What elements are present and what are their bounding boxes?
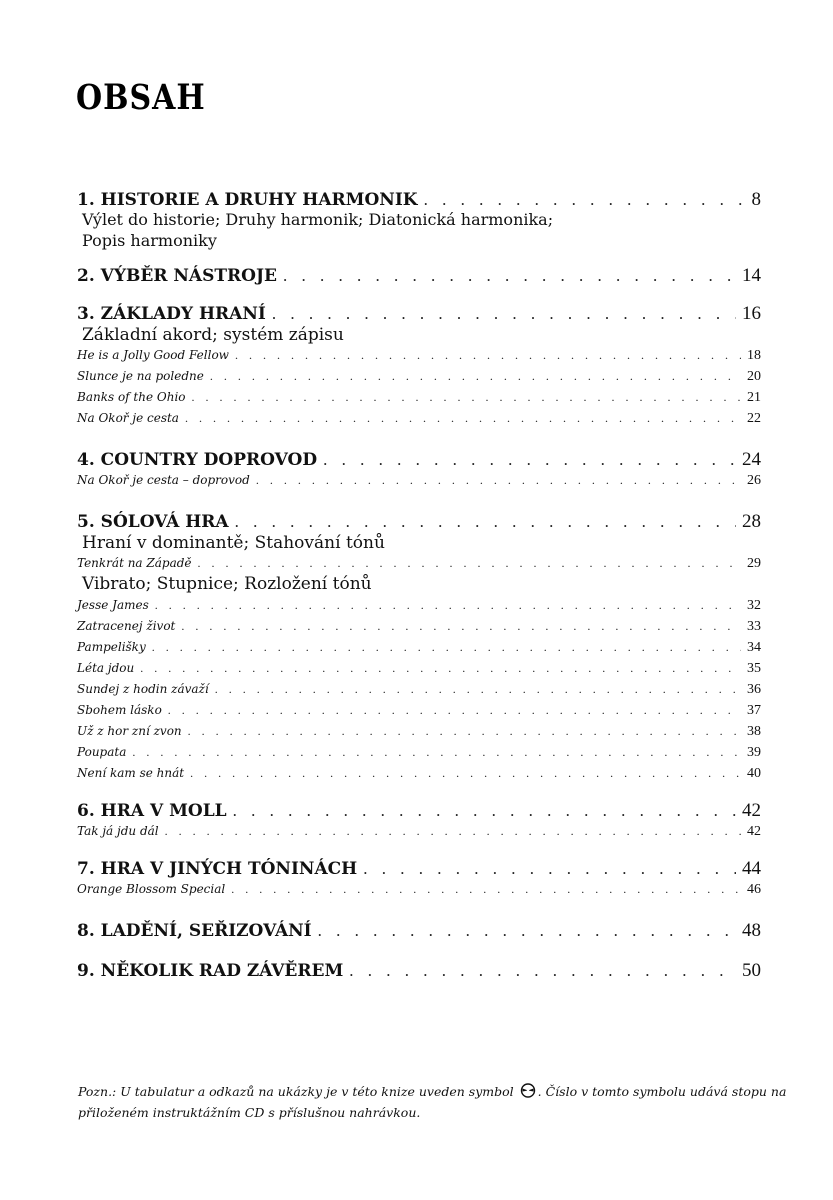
toc-song[interactable]	[77, 348, 761, 364]
chapter-title: 1. HISTORIE A DRUHY HARMONIK	[77, 190, 418, 210]
footnote-text-continued: . Číslo v tomto symbolu udává stopu na přiloženém instruktážním CD s příslušnou nahrávkou.	[78, 1084, 787, 1120]
toc-song[interactable]	[77, 556, 761, 572]
song-title: Sbohem lásko	[77, 703, 162, 717]
toc-chapter-3[interactable]	[77, 303, 761, 325]
page-number: 37	[747, 703, 761, 718]
dot-leader	[235, 512, 736, 532]
dot-leader	[210, 369, 741, 384]
page-number: 36	[747, 682, 761, 697]
page-number: 48	[742, 920, 761, 941]
dot-leader	[168, 703, 741, 718]
page-number: 29	[747, 556, 761, 571]
page-number: 35	[747, 661, 761, 676]
chapter-title: 6. HRA V MOLL	[77, 801, 227, 821]
page-number: 44	[742, 858, 761, 879]
dot-leader	[165, 824, 741, 839]
footnote	[78, 1082, 798, 1122]
toc-chapter-4[interactable]	[77, 449, 761, 471]
song-title: Slunce je na poledne	[77, 369, 204, 383]
toc-chapter-1[interactable]	[77, 189, 761, 211]
song-title: Už z hor zní zvon	[77, 724, 182, 738]
dot-leader	[318, 921, 736, 941]
dot-leader	[190, 766, 741, 781]
song-title: Na Okoř je cesta	[77, 411, 179, 425]
toc-song[interactable]	[77, 766, 761, 782]
footnote-text: Pozn.: U tabulatur a odkazů na ukázky je v této knize uveden symbol	[78, 1084, 514, 1099]
song-title: He is a Jolly Good Fellow	[77, 348, 229, 362]
song-title: Jesse James	[77, 598, 149, 612]
chapter-title: 5. SÓLOVÁ HRA	[77, 512, 229, 532]
page-number: 21	[747, 390, 761, 405]
toc-song[interactable]	[77, 724, 761, 740]
dot-leader	[323, 450, 736, 470]
toc-song[interactable]	[77, 411, 761, 427]
toc-chapter-2[interactable]	[77, 265, 761, 287]
page-number: 42	[742, 800, 761, 821]
song-title: Léta jdou	[77, 661, 135, 675]
toc-song[interactable]	[77, 473, 761, 489]
song-title: Orange Blossom Special	[77, 882, 226, 896]
page-number: 22	[747, 411, 761, 426]
chapter-title: 2. VÝBĚR NÁSTROJE	[77, 266, 277, 286]
song-title: Tak já jdu dál	[77, 824, 159, 838]
dot-leader	[231, 882, 741, 897]
toc-chapter-9[interactable]	[77, 960, 761, 982]
dot-leader	[349, 961, 736, 981]
song-title: Zatracenej život	[77, 619, 176, 633]
dot-leader	[215, 682, 741, 697]
page-number: 50	[742, 960, 761, 981]
dot-leader	[140, 661, 741, 676]
dot-leader	[185, 411, 741, 426]
dot-leader	[272, 304, 736, 324]
page-number: 33	[747, 619, 761, 634]
song-title: Poupata	[77, 745, 127, 759]
chapter-title: 9. NĚKOLIK RAD ZÁVĚREM	[77, 961, 344, 981]
chapter-title: 3. ZÁKLADY HRANÍ	[77, 304, 266, 324]
chapter-description: Hraní v dominantě; Stahování tónů	[82, 533, 385, 553]
dot-leader	[152, 640, 741, 655]
dot-leader	[155, 598, 741, 613]
page-number: 32	[747, 598, 761, 613]
toc-song[interactable]	[77, 390, 761, 406]
dot-leader	[233, 801, 736, 821]
song-title: Pampelišky	[77, 640, 146, 654]
chapter-title: 4. COUNTRY DOPROVOD	[77, 450, 318, 470]
page-number: 39	[747, 745, 761, 760]
toc-song[interactable]	[77, 619, 761, 635]
page-number: 16	[742, 303, 761, 324]
dot-leader	[132, 745, 741, 760]
page-title: OBSAH	[76, 78, 206, 119]
dot-leader	[424, 190, 746, 210]
chapter-title: 8. LADĚNÍ, SEŘIZOVÁNÍ	[77, 921, 312, 941]
toc-song[interactable]	[77, 703, 761, 719]
chapter-description: Vibrato; Stupnice; Rozložení tónů	[82, 574, 372, 594]
page-number: 28	[742, 511, 761, 532]
page-number: 14	[742, 265, 761, 286]
toc-chapter-7[interactable]	[77, 858, 761, 880]
dot-leader	[283, 266, 736, 286]
dot-leader	[363, 859, 736, 879]
dot-leader	[192, 390, 741, 405]
toc-chapter-5[interactable]	[77, 511, 761, 533]
toc-song[interactable]	[77, 824, 761, 840]
page-number: 38	[747, 724, 761, 739]
page-number: 34	[747, 640, 761, 655]
page-number: 46	[747, 882, 761, 897]
toc-song[interactable]	[77, 882, 761, 898]
page-number: 26	[747, 473, 761, 488]
dot-leader	[181, 619, 741, 634]
toc-song[interactable]	[77, 661, 761, 677]
page-number: 24	[742, 449, 761, 470]
dot-leader	[188, 724, 741, 739]
song-title: Tenkrát na Západě	[77, 556, 192, 570]
page-number: 42	[747, 824, 761, 839]
cd-icon	[520, 1083, 536, 1103]
chapter-title: 7. HRA V JINÝCH TÓNINÁCH	[77, 859, 358, 879]
toc-song[interactable]	[77, 369, 761, 385]
toc-song[interactable]	[77, 745, 761, 761]
page-number: 20	[747, 369, 761, 384]
song-title: Banks of the Ohio	[77, 390, 186, 404]
toc-song[interactable]	[77, 640, 761, 656]
toc-chapter-6[interactable]	[77, 800, 761, 822]
page-number: 18	[747, 348, 761, 363]
song-title: Na Okoř je cesta – doprovod	[77, 473, 250, 487]
toc-chapter-8[interactable]	[77, 920, 761, 942]
chapter-description: Popis harmoniky	[82, 231, 217, 250]
dot-leader	[256, 473, 741, 488]
song-title: Není kam se hnát	[77, 766, 185, 780]
chapter-description: Základní akord; systém zápisu	[82, 325, 344, 345]
page-number: 40	[747, 766, 761, 781]
toc-song[interactable]	[77, 682, 761, 698]
dot-leader	[235, 348, 741, 363]
chapter-description: Výlet do historie; Druhy harmonik; Diatonická harmonika;	[82, 210, 554, 229]
song-title: Sundej z hodin závaží	[77, 682, 209, 696]
page-number: 8	[751, 189, 761, 210]
toc-song[interactable]	[77, 598, 761, 614]
dot-leader	[198, 556, 741, 571]
